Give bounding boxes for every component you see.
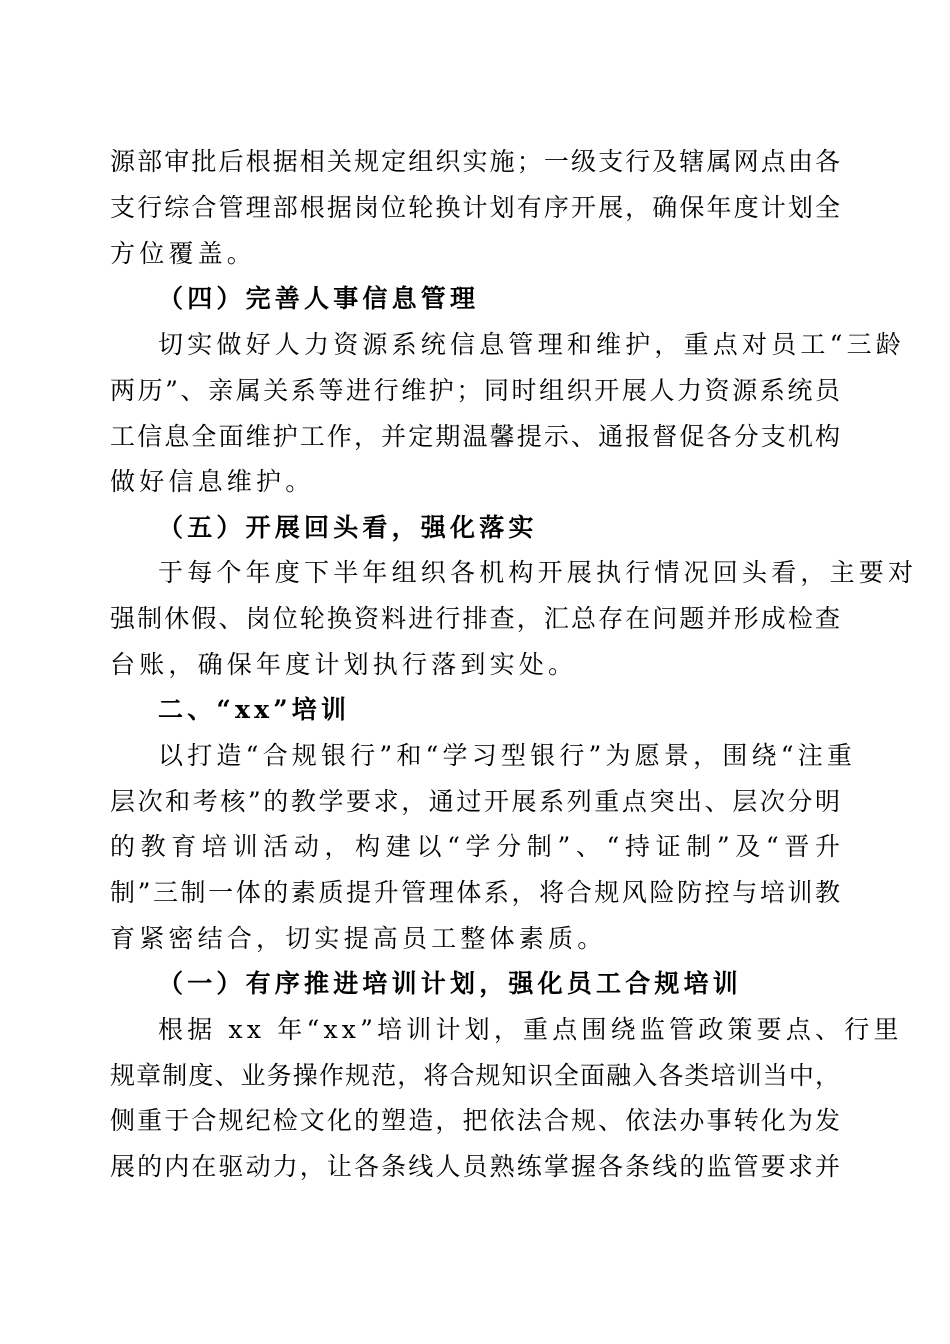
paragraph-line: 以打造“合规银行”和“学习型银行”为愿景，围绕“注重: [158, 741, 857, 770]
paragraph-line: 根据 xx 年“xx”培训计划，重点围绕监管政策要点、行里: [158, 1015, 903, 1044]
paragraph-line: 育紧密结合，切实提高员工整体素质。: [110, 924, 607, 953]
paragraph-line: 规章制度、业务操作规范，将合规知识全面融入各类培训当中，: [110, 1061, 840, 1090]
paragraph-line: 两历”、亲属关系等进行维护；同时组织开展人力资源系统员: [110, 376, 840, 405]
paragraph-line: 工信息全面维护工作，并定期温馨提示、通报督促各分支机构: [110, 422, 840, 451]
paragraph-line: 层次和考核”的教学要求，通过开展系列重点突出、层次分明: [110, 787, 840, 816]
paragraph-line: 于每个年度下半年组织各机构开展执行情况回头看，主要对: [158, 558, 918, 587]
paragraph-line: 台账，确保年度计划执行落到实处。: [110, 650, 578, 679]
section-heading: （一）有序推进培训计划，强化员工合规培训: [158, 969, 743, 998]
chapter-heading: 二、“xx”培训: [158, 695, 351, 724]
paragraph-line: 源部审批后根据相关规定组织实施；一级支行及辖属网点由各: [110, 147, 840, 176]
section-heading: （四）完善人事信息管理: [158, 284, 480, 313]
paragraph-line: 支行综合管理部根据岗位轮换计划有序开展，确保年度计划全: [110, 193, 840, 222]
paragraph-line: 方位覆盖。: [110, 239, 257, 268]
paragraph-line: 制”三制一体的素质提升管理体系，将合规风险防控与培训教: [110, 878, 840, 907]
paragraph-line: 展的内在驱动力，让各条线人员熟练掌握各条线的监管要求并: [110, 1152, 840, 1181]
paragraph-line: 切实做好人力资源系统信息管理和维护，重点对员工“三龄: [158, 330, 905, 359]
paragraph-line: 做好信息维护。: [110, 467, 315, 496]
paragraph-line: 的教育培训活动，构建以“学分制”、“持证制”及“晋升: [110, 832, 840, 861]
paragraph-line: 强制休假、岗位轮换资料进行排查，汇总存在问题并形成检查: [110, 604, 840, 633]
paragraph-line: 侧重于合规纪检文化的塑造，把依法合规、依法办事转化为发: [110, 1106, 840, 1135]
section-heading: （五）开展回头看，强化落实: [158, 513, 538, 542]
